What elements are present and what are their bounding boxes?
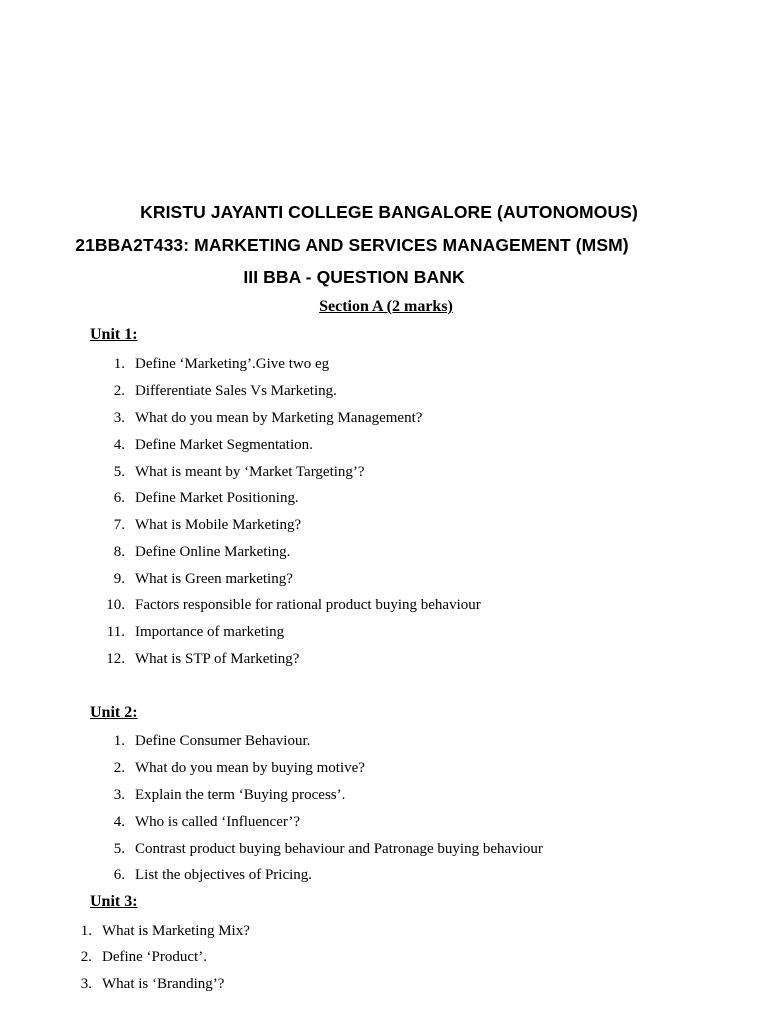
- question-number: 1.: [113, 356, 125, 372]
- question-number: 2.: [113, 383, 125, 399]
- question-text: What is Mobile Marketing?: [135, 517, 302, 533]
- question-number: 6.: [113, 490, 125, 506]
- question-number: 6.: [113, 867, 125, 883]
- question-text: Explain the term ‘Buying process’.: [135, 787, 346, 803]
- question-text: What do you mean by buying motive?: [135, 760, 365, 776]
- question-bank-title: III BBA - QUESTION BANK: [243, 267, 465, 287]
- question-text: What is Green marketing?: [135, 571, 293, 587]
- question-text: Define ‘Product’.: [102, 949, 207, 965]
- question-number: 2.: [80, 949, 92, 965]
- section-heading: Section A (2 marks): [319, 298, 453, 315]
- question-number: 10.: [106, 597, 125, 613]
- question-text: What do you mean by Marketing Management?: [135, 410, 423, 426]
- question-number: 5.: [113, 841, 125, 857]
- unit-heading: Unit 1:: [90, 326, 138, 343]
- question-number: 3.: [80, 976, 92, 992]
- question-text: Define Market Segmentation.: [135, 437, 313, 453]
- question-text: Define Consumer Behaviour.: [135, 733, 311, 749]
- question-text: Differentiate Sales Vs Marketing.: [135, 383, 337, 399]
- question-number: 2.: [113, 760, 125, 776]
- question-text: Who is called ‘Influencer’?: [135, 814, 301, 830]
- question-text: What is meant by ‘Market Targeting’?: [135, 464, 365, 480]
- question-number: 4.: [113, 437, 125, 453]
- unit-heading: Unit 3:: [90, 893, 138, 910]
- question-number: 1.: [113, 733, 125, 749]
- question-number: 1.: [80, 923, 92, 939]
- college-title: KRISTU JAYANTI COLLEGE BANGALORE (AUTONOMOUS): [140, 202, 638, 222]
- course-title: 21BBA2T433: MARKETING AND SERVICES MANAGEMENT (MSM): [75, 235, 629, 255]
- question-number: 8.: [113, 544, 125, 560]
- question-number: 11.: [106, 624, 125, 640]
- question-number: 5.: [113, 464, 125, 480]
- question-text: List the objectives of Pricing.: [135, 867, 313, 883]
- question-text: What is STP of Marketing?: [135, 651, 300, 667]
- question-number: 3.: [113, 787, 125, 803]
- question-number: 3.: [113, 410, 125, 426]
- question-number: 4.: [113, 814, 125, 830]
- question-number: 12.: [106, 651, 125, 667]
- question-number: 9.: [113, 571, 125, 587]
- question-text: Contrast product buying behaviour and Patronage buying behaviour: [135, 841, 543, 857]
- question-text: Define Market Positioning.: [135, 490, 299, 506]
- question-text: Define Online Marketing.: [135, 544, 291, 560]
- unit-heading: Unit 2:: [90, 704, 138, 721]
- question-number: 7.: [113, 517, 125, 533]
- question-text: Importance of marketing: [135, 624, 285, 640]
- question-text: Define ‘Marketing’.Give two eg: [135, 356, 330, 372]
- question-text: Factors responsible for rational product buying behaviour: [135, 597, 481, 613]
- question-text: What is Marketing Mix?: [102, 923, 250, 939]
- question-text: What is ‘Branding’?: [102, 976, 225, 992]
